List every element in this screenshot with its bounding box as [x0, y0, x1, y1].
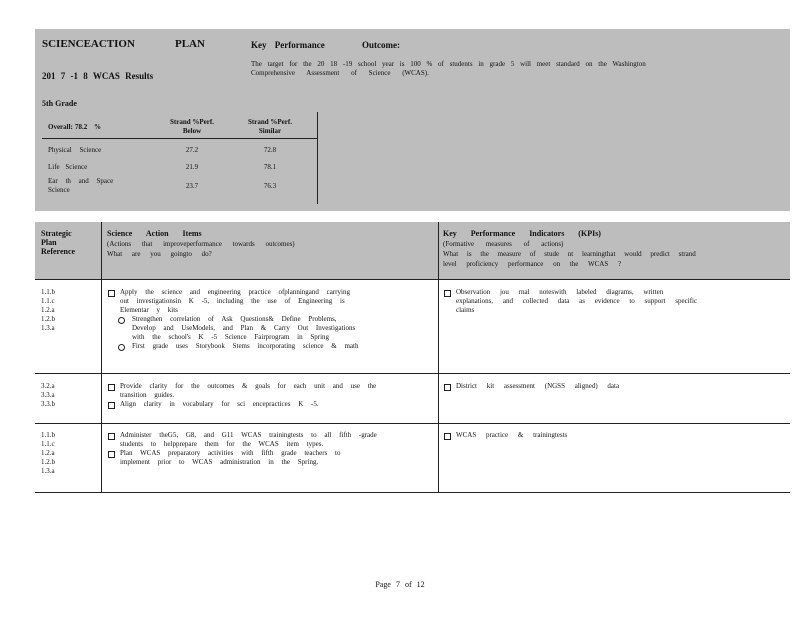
kpi-item	[444, 288, 784, 315]
action-subitem	[108, 342, 433, 351]
circle-bullet-icon	[118, 317, 125, 324]
kpi-line: explanations, and collected data as evidence to support specific	[456, 297, 698, 305]
ref: 1.1.c	[41, 297, 55, 305]
bullet-icon	[108, 384, 115, 391]
col3-title: Key Performance Indicators (KPIs)	[443, 229, 601, 238]
kpi-line: Observation jou rnal noteswith labeled diagrams, written	[456, 288, 664, 296]
action-line: Administer theG5, G8, and G11 WCAS trainingtests to all fifth -grade	[120, 431, 377, 439]
ref: 3.3.b	[41, 400, 55, 408]
page-number: Page 7 of 12	[375, 580, 425, 589]
action-line: Elementar y kits	[120, 306, 178, 314]
kpi-line: claims	[456, 306, 475, 314]
bullet-icon	[444, 384, 451, 391]
action-line: Plan WCAS preparatory activities with fifth grade teachers to	[120, 449, 341, 457]
col2-title: Science Action Items	[107, 229, 202, 238]
row-similar-life: 78.1	[263, 163, 277, 171]
row1-kpi	[444, 288, 784, 315]
ref: 1.2.a	[41, 449, 55, 457]
row-name-earth-2: Science	[48, 186, 70, 194]
action-subitem	[108, 315, 433, 342]
row-below-physical: 27.2	[185, 146, 199, 154]
action-item	[108, 449, 433, 467]
action-line: Provide clarity for the outcomes & goals for each unit and use the	[120, 382, 377, 390]
plan-col-divider-2	[438, 222, 439, 492]
row3-refs	[41, 431, 55, 476]
col-below-h1: Strand %Perf.	[170, 118, 214, 126]
ref: 1.1.b	[41, 431, 55, 439]
kpo-text-line2: Comprehensive Assessment of Science (WCAS).	[251, 69, 429, 77]
action-line: transition guides.	[120, 391, 175, 399]
bullet-icon	[108, 290, 115, 297]
grade-label: 5th Grade	[42, 99, 77, 108]
row3-rule	[35, 492, 790, 493]
results-right-rule	[317, 112, 318, 204]
col2-line2: What are you goingto do?	[107, 250, 212, 258]
kpo-outcome: Outcome:	[362, 40, 400, 50]
kpo-text-line1: The target for the 20 18 -19 school year is 100 % of students in grade 5 will meet standard on the Washington	[251, 60, 646, 68]
action-line: Develop and UseModels, and Plan & Carry Out Investigations	[132, 324, 356, 332]
col1-line3: Reference	[41, 247, 76, 256]
row1-actions	[108, 288, 433, 351]
action-item	[108, 400, 433, 409]
row-below-life: 21.9	[185, 163, 199, 171]
ref: 1.2.b	[41, 315, 55, 323]
circle-bullet-icon	[118, 344, 125, 351]
title-plan: PLAN	[175, 38, 205, 50]
action-item	[108, 431, 433, 449]
bullet-icon	[444, 433, 451, 440]
row2-actions	[108, 382, 433, 409]
title-science-action: SCIENCEACTION	[42, 38, 135, 50]
action-line: Strengthen correlation of Ask Questions& Define Problems,	[132, 315, 337, 323]
ref: 1.1.b	[41, 288, 55, 296]
ref: 1.2.a	[41, 306, 55, 314]
kpi-line: District kit assessment (NGSS aligned) data	[456, 382, 620, 390]
row-name-earth-1: Ear th and Space	[48, 177, 114, 185]
results-panel	[35, 29, 790, 211]
action-line: Apply the science and engineering practice ofplanningand carrying	[120, 288, 350, 296]
ref: 3.3.a	[41, 391, 55, 399]
plan-col-divider-1	[101, 222, 102, 492]
col1-line1: Strategic	[41, 229, 72, 238]
col3-line1: (Formative measures of actions)	[443, 240, 564, 248]
action-item	[108, 288, 433, 315]
row-name-life: Life Science	[48, 163, 88, 171]
col3-line2: What is the measure of stude nt learningthat would predict strand	[443, 250, 696, 258]
row2-rule	[35, 423, 790, 424]
overall-label: Overall:	[48, 123, 73, 131]
col2-line1: (Actions that improveperformance towards outcomes)	[107, 240, 295, 248]
ref: 1.1.c	[41, 440, 55, 448]
bullet-icon	[444, 290, 451, 297]
col-similar-h2: Similar	[258, 127, 282, 135]
plan-header-rule	[35, 279, 790, 280]
row3-actions	[108, 431, 433, 467]
kpi-item	[444, 431, 784, 440]
action-line: with the school's K -5 Science Fairprogram in Spring	[132, 333, 330, 341]
ref: 1.3.a	[41, 324, 55, 332]
row-below-earth: 23.7	[185, 182, 199, 190]
ref: 1.3.a	[41, 467, 55, 475]
action-line: out investigationsin K -5, including the use of Engineering is	[120, 297, 345, 305]
kpo-label: Key Performance	[251, 40, 325, 50]
row-similar-earth: 76.3	[263, 182, 277, 190]
bullet-icon	[108, 433, 115, 440]
bullet-icon	[108, 451, 115, 458]
overall-value: 78.2 %	[75, 123, 101, 131]
results-title: 201 7 -1 8 WCAS Results	[42, 71, 154, 81]
action-item	[108, 382, 433, 400]
col-below-h2: Below	[182, 127, 202, 135]
action-line: implement prior to WCAS administration in the Spring.	[120, 458, 319, 466]
results-header-rule	[42, 138, 317, 139]
row2-refs	[41, 382, 55, 409]
col1-line2: Plan	[41, 238, 57, 247]
row-name-physical: Physical Science	[48, 146, 102, 154]
row3-kpi	[444, 431, 784, 440]
col-similar-h1: Strand %Perf.	[248, 118, 292, 126]
ref: 3.2.a	[41, 382, 55, 390]
ref: 1.2.b	[41, 458, 55, 466]
row-similar-physical: 72.8	[263, 146, 277, 154]
row1-rule	[35, 373, 790, 374]
action-line: Align clarity in vocabulary for sci encepractices K -5.	[120, 400, 319, 408]
bullet-icon	[108, 402, 115, 409]
kpi-item	[444, 382, 784, 391]
row2-kpi	[444, 382, 784, 391]
action-line: First grade uses Storybook Stems incorporating science & math	[132, 342, 359, 350]
action-line: students to helpprepare them for the WCAS item types.	[120, 440, 324, 448]
kpi-line: WCAS practice & trainingtests	[456, 431, 568, 439]
row1-refs	[41, 288, 55, 333]
col3-line3: level proficiency performance on the WCAS ?	[443, 260, 622, 268]
